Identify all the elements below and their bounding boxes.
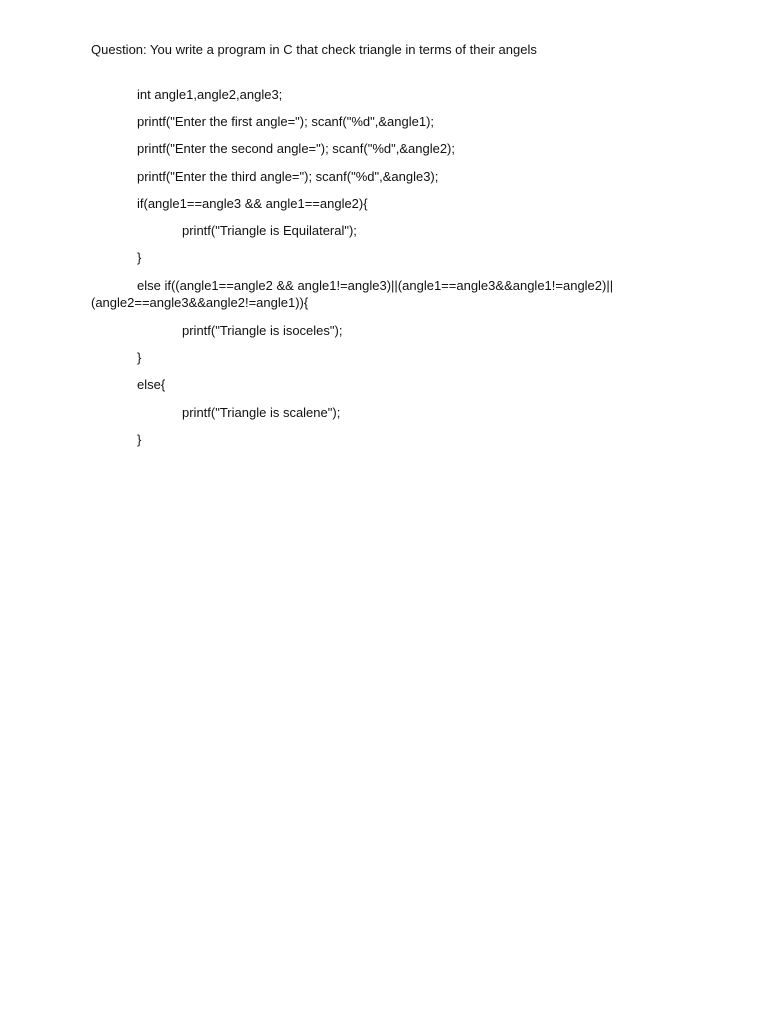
question-text: Question: You write a program in C that check triangle in terms of their angels [91,42,537,57]
code-line-else: else{ [137,377,166,392]
code-line-print-equilateral: printf("Triangle is Equilateral"); [182,223,357,238]
code-line-else-if-wrapped-part: (angle2==angle3&&angle2!=angle1)){ [91,295,309,310]
code-line-print-isoceles: printf("Triangle is isoceles"); [182,323,343,338]
code-line-close-if: } [137,250,142,265]
code-line-else-if-first-part: else if((angle1==angle2 && angle1!=angle3)||(angle1==angle3&&angle1!=angle2)|| [137,278,614,293]
code-line-close-else: } [137,432,142,447]
code-line-input-first: printf("Enter the first angle="); scanf("%d",&angle1); [137,114,435,129]
code-line-if: if(angle1==angle3 && angle1==angle2){ [137,196,368,211]
code-line-input-second: printf("Enter the second angle="); scanf("%d",&angle2); [137,141,455,156]
code-line-print-scalene: printf("Triangle is scalene"); [182,405,341,420]
code-line-declaration: int angle1,angle2,angle3; [137,87,283,102]
code-line-input-third: printf("Enter the third angle="); scanf("%d",&angle3); [137,169,439,184]
code-line-close-else-if: } [137,350,142,365]
